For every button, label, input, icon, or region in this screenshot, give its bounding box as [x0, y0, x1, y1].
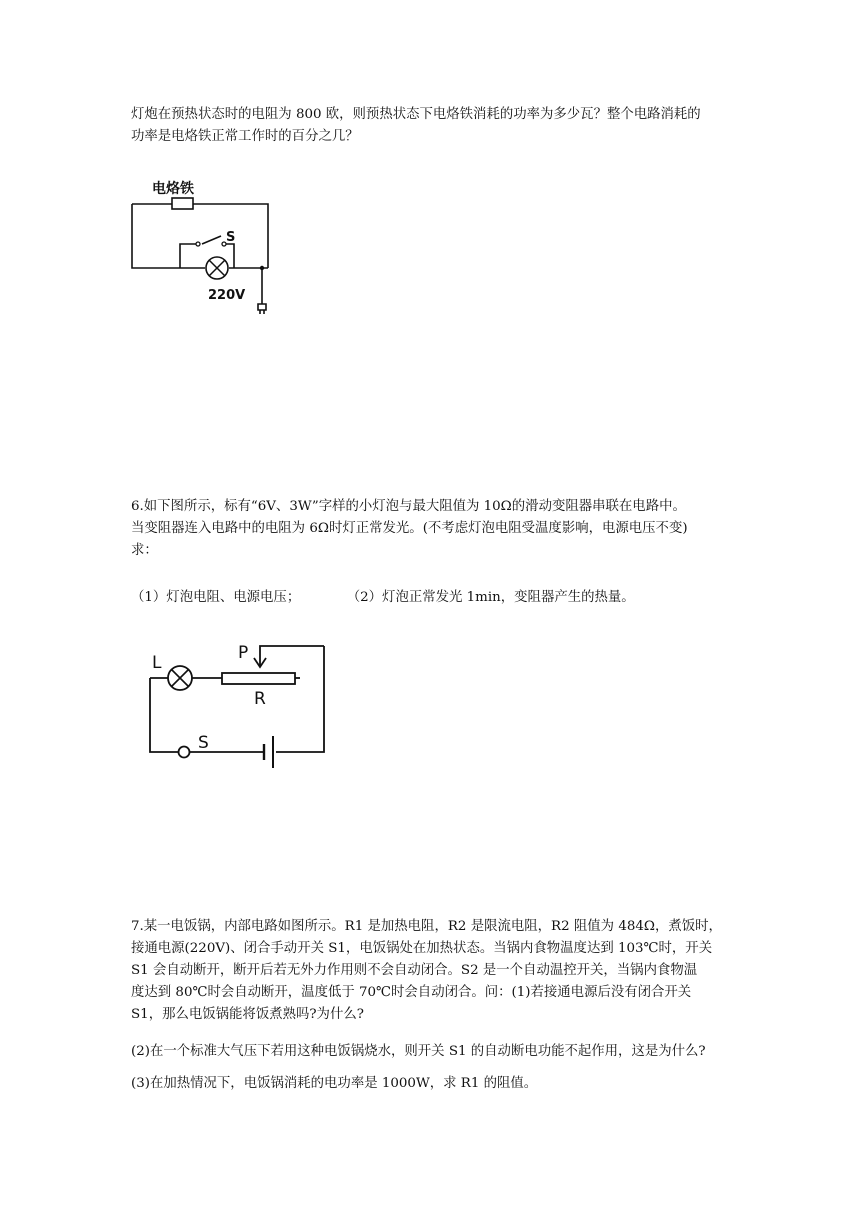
rheostat-circuit-diagram — [140, 640, 335, 775]
problem6-line-1: 6.如下图所示，标有“6V、3W”字样的小灯泡与最大阻值为 10Ω的滑动变阻器串联在电路中。 — [131, 499, 686, 514]
problem6-sub-1: （1）灯泡电阻、电源电压； — [131, 590, 301, 605]
lamp-symbol — [206, 257, 228, 279]
problem7-line-1: 7.某一电饭锅，内部电路如图所示。R1 是加热电阻，R2 是限流电阻，R2 阻值为 484Ω，煮饭时， — [131, 919, 722, 934]
problem6-subquestions — [131, 587, 635, 609]
problem5-text — [131, 104, 733, 148]
label-s: S — [198, 733, 209, 753]
switch-s-contact — [179, 747, 190, 758]
label-l: L — [152, 653, 162, 673]
soldering-iron-circuit-diagram — [128, 176, 278, 316]
problem5-line-2: 功率是电烙铁正常工作时的百分之几？ — [131, 129, 359, 144]
problem7-line-3: S1 会自动断开，断开后若无外力作用则不会自动闭合。S2 是一个自动温控开关，当锅内食物温 — [131, 963, 698, 978]
label-iron: 电烙铁 — [152, 181, 194, 197]
problem7-q2: (2)在一个标准大气压下若用这种电饭锅烧水，则开关 S1 的自动断电功能不起作用，这是为什么? — [131, 1044, 706, 1059]
lamp-l-symbol — [168, 666, 192, 690]
label-switch-s: S — [226, 230, 236, 245]
problem5-line-1: 灯炮在预热状态时的电阻为 800 欧，则预热状态下电烙铁消耗的功率为多少瓦？整个电路消耗的 — [131, 107, 701, 122]
label-220v: 220V — [208, 288, 246, 303]
problem7-line-2: 接通电源(220V)、闭合手动开关 S1，电饭锅处在加热状态。当锅内食物温度达到 103℃时，开关 — [131, 941, 713, 956]
problem6-line-3: 求： — [131, 543, 158, 558]
problem6-line-2: 当变阻器连入电路中的电阻为 6Ω时灯正常发光。(不考虑灯泡电阻受温度影响，电源电压不变) — [131, 521, 688, 536]
problem7-text — [131, 916, 733, 1026]
problem7-line-4: 度达到 80℃时会自动断开，温度低于 70℃时会自动闭合。问：(1)若接通电源后没有闭合开关 — [131, 985, 692, 1000]
label-r: R — [254, 689, 266, 709]
problem7-q3: (3)在加热情况下，电饭锅消耗的电功率是 1000W，求 R1 的阻值。 — [131, 1076, 538, 1091]
label-p: P — [238, 643, 249, 663]
problem6-sub-2: （2）灯泡正常发光 1min，变阻器产生的热量。 — [346, 590, 635, 605]
problem6-text — [131, 496, 733, 562]
problem7-line-5: S1，那么电饭锅能将饭煮熟吗?为什么? — [131, 1007, 364, 1022]
